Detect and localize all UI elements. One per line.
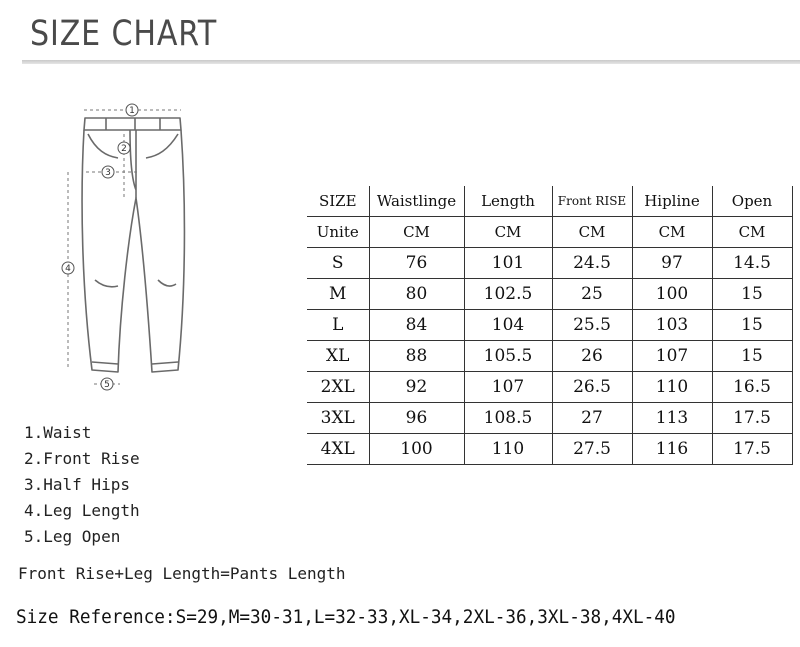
size-cell: L xyxy=(307,310,369,341)
table-cell: 15 xyxy=(712,341,792,372)
table-cell: 80 xyxy=(369,279,464,310)
size-cell: 4XL xyxy=(307,434,369,465)
table-cell: 17.5 xyxy=(712,403,792,434)
table-cell: 84 xyxy=(369,310,464,341)
marker-5: 5 xyxy=(104,380,110,390)
header-cell: Hipline xyxy=(632,186,712,217)
pants-length-formula: Front Rise+Leg Length=Pants Length xyxy=(18,564,346,583)
table-row xyxy=(307,372,792,403)
table-cell: 26.5 xyxy=(552,372,632,403)
unit-cell: CM xyxy=(552,217,632,248)
table-cell: 100 xyxy=(369,434,464,465)
table-cell: 100 xyxy=(632,279,712,310)
legend-item-leg-open: 5.Leg Open xyxy=(24,527,121,546)
legend-item-front-rise: 2.Front Rise xyxy=(24,449,140,468)
size-reference: Size Reference:S=29,M=30-31,L=32-33,XL-34,2XL-36,3XL-38,4XL-40 xyxy=(16,606,676,628)
table-cell: 17.5 xyxy=(712,434,792,465)
page-title: SIZE CHART xyxy=(30,14,218,54)
table-cell: 113 xyxy=(632,403,712,434)
size-cell: XL xyxy=(307,341,369,372)
table-cell: 105.5 xyxy=(464,341,552,372)
waistband-shape xyxy=(84,118,181,130)
table-cell: 92 xyxy=(369,372,464,403)
table-cell: 110 xyxy=(632,372,712,403)
size-cell: 2XL xyxy=(307,372,369,403)
table-cell: 110 xyxy=(464,434,552,465)
table-header-row xyxy=(307,186,792,217)
pants-diagram xyxy=(40,90,230,400)
pants-outline-svg xyxy=(40,90,230,400)
table-cell: 104 xyxy=(464,310,552,341)
legend-item-waist: 1.Waist xyxy=(24,423,92,442)
marker-3: 3 xyxy=(105,168,111,178)
pants-outline xyxy=(82,130,184,372)
table-unit-row xyxy=(307,217,792,248)
table-row xyxy=(307,403,792,434)
table-cell: 26 xyxy=(552,341,632,372)
table-cell: 97 xyxy=(632,248,712,279)
table-row xyxy=(307,279,792,310)
table-cell: 76 xyxy=(369,248,464,279)
table-cell: 88 xyxy=(369,341,464,372)
table-cell: 16.5 xyxy=(712,372,792,403)
table-cell: 107 xyxy=(464,372,552,403)
table-row xyxy=(307,434,792,465)
header-cell: Waistlinge xyxy=(369,186,464,217)
table-cell: 25.5 xyxy=(552,310,632,341)
table-cell: 15 xyxy=(712,310,792,341)
header-cell: Length xyxy=(464,186,552,217)
size-cell: 3XL xyxy=(307,403,369,434)
header-cell: Front RISE xyxy=(552,186,632,217)
table-row xyxy=(307,341,792,372)
table-row xyxy=(307,248,792,279)
table-cell: 24.5 xyxy=(552,248,632,279)
table-row xyxy=(307,310,792,341)
size-cell: S xyxy=(307,248,369,279)
unit-cell: CM xyxy=(369,217,464,248)
table-cell: 102.5 xyxy=(464,279,552,310)
table-cell: 116 xyxy=(632,434,712,465)
marker-4: 4 xyxy=(65,264,71,274)
table-cell: 107 xyxy=(632,341,712,372)
measurement-legend xyxy=(24,421,140,551)
header-cell: Open xyxy=(712,186,792,217)
legend-item-leg-length: 4.Leg Length xyxy=(24,501,140,520)
header-cell: SIZE xyxy=(307,186,369,217)
table-cell: 101 xyxy=(464,248,552,279)
title-divider xyxy=(22,60,800,64)
table-cell: 25 xyxy=(552,279,632,310)
table-cell: 108.5 xyxy=(464,403,552,434)
size-table xyxy=(307,186,793,465)
marker-2: 2 xyxy=(121,144,127,154)
unit-cell: CM xyxy=(632,217,712,248)
table-cell: 27.5 xyxy=(552,434,632,465)
table-cell: 14.5 xyxy=(712,248,792,279)
unit-cell: Unite xyxy=(307,217,369,248)
table-cell: 15 xyxy=(712,279,792,310)
legend-item-half-hips: 3.Half Hips xyxy=(24,475,130,494)
size-cell: M xyxy=(307,279,369,310)
marker-1: 1 xyxy=(129,106,135,116)
table-cell: 103 xyxy=(632,310,712,341)
table-cell: 27 xyxy=(552,403,632,434)
unit-cell: CM xyxy=(712,217,792,248)
table-cell: 96 xyxy=(369,403,464,434)
unit-cell: CM xyxy=(464,217,552,248)
